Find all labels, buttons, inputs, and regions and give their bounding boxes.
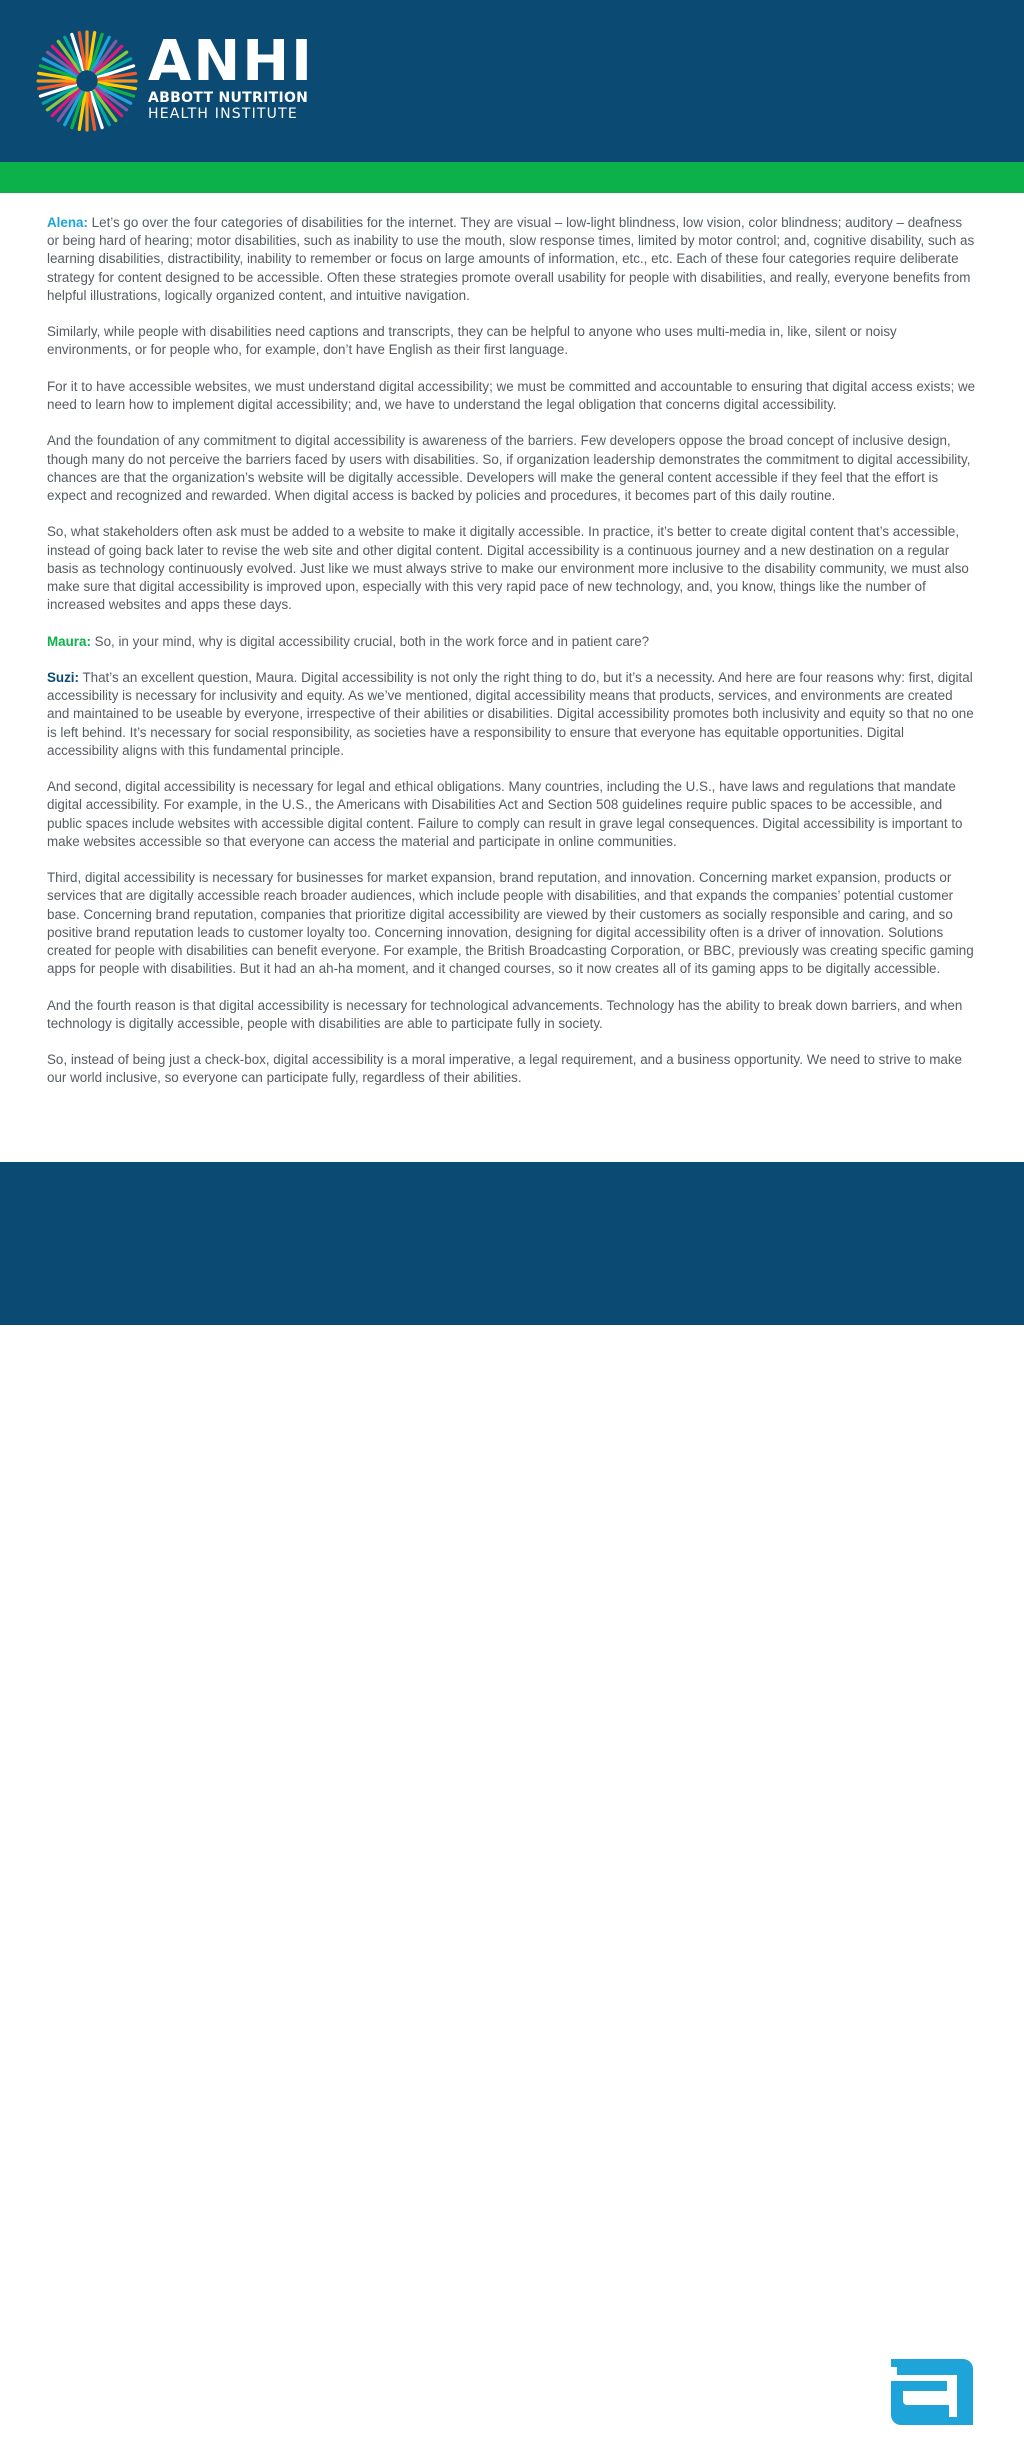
paragraph (47, 323, 977, 359)
paragraph-text: So, what stakeholders often ask must be added to a website to make it digitally accessible. In practice, it’s better to create digital content that’s accessible, instead of going back later to revise the web site and other digital content. Digital accessibility is a continuous journey and a new destination on a regular basis as technology continuously evolved. Just like we must always strive to make our environment more inclusive to the disability community, we must also make sure that digital accessibility is improved upon, especially with this very rapid pace of new technology, and, you know, things like the number of increased websites and apps these days. (47, 524, 969, 613)
logo-title: ANHI (148, 29, 314, 94)
paragraph (47, 778, 977, 851)
speaker-label: Suzi: (47, 669, 79, 685)
paragraph (47, 378, 977, 414)
logo-line-2: HEALTH INSTITUTE (148, 106, 298, 122)
paragraph-text: So, in your mind, why is digital accessibility crucial, both in the work force and in patient care? (94, 633, 650, 649)
transcript-body (47, 214, 977, 1106)
speaker-label: Maura: (47, 633, 91, 649)
abbott-wordmark: Abbott (892, 2430, 972, 2455)
paragraph (47, 869, 977, 978)
footer-banner (0, 1162, 1024, 2455)
paragraph-text: For it to have accessible websites, we must understand digital accessibility; we must be committed and accountable to ensuring that digital access exists; we need to learn how to implement digital accessibility; and, we have to understand the legal obligation that concerns digital accessibility. (47, 378, 976, 412)
paragraph (47, 214, 977, 305)
paragraph-text: So, instead of being just a check-box, digital accessibility is a moral imperative, a legal requirement, and a business opportunity. We need to strive to make our world inclusive, so everyone can participate fully, regardless of their abilities. (47, 1052, 963, 1086)
paragraph (47, 669, 977, 760)
paragraph-text: Similarly, while people with disabilities need captions and transcripts, they can be helpful to anyone who uses multi-media in, like, silent or noisy environments, or for people who, for example, don’t have English as their first language. (47, 324, 897, 358)
paragraph (47, 432, 977, 505)
paragraph-text: And second, digital accessibility is necessary for legal and ethical obligations. Many countries, including the U.S., have laws and regulations that mandate digital accessibility. For example, in the U.S., the Americans with Disabilities Act and Section 508 guidelines require public spaces to be accessible, and public spaces include websites with accessible digital content. Failure to comply can result in grave legal consequences. Digital accessibility is important to make websites accessible so that everyone can access the material and participate in online communities. (47, 779, 963, 849)
paragraph (47, 523, 977, 614)
anhi-logo-text (148, 29, 314, 122)
header-banner (0, 0, 1024, 162)
paragraph-text: Let’s go over the four categories of disabilities for the internet. They are visual – low-light blindness, low vision, color blindness; auditory – deafness or being hard of hearing; motor disabilities, such as inability to use the mouth, slow response times, limited by motor control; and, cognitive disability, such as learning disabilities, distractibility, inability to remember or focus on large amounts of information, etc., etc. Each of these four categories require deliberate strategy for content designed to be accessible. Often these strategies promote overall usability for people with disabilities, and really, everyone benefits from helpful illustrations, logically organized content, and intuitive navigation. (47, 215, 975, 303)
paragraph-text: Third, digital accessibility is necessary for businesses for market expansion, brand reputation, and innovation. Concerning market expansion, products or services that are digitally accessible reach broader audiences, which include people with disabilities, and that expands the companies’ potential customer base. Concerning brand reputation, companies that prioritize digital accessibility are viewed by their customers as socially responsible and caring, and so positive brand reputation leads to customer loyalty too. Concerning innovation, designing for digital accessibility often is a driver of innovation. Solutions created for people with disabilities can benefit everyone. For example, the British Broadcasting Corporation, or BBC, previously was creating specific gaming apps for people with disabilities. But it had an ah-ha moment, and it changed courses, so it now creates all of its gaming apps to be digitally accessible. (47, 870, 974, 977)
paragraph (47, 997, 977, 1033)
anhi-starburst-logo-icon (36, 30, 138, 132)
paragraph (47, 633, 977, 651)
speaker-label: Alena: (47, 215, 88, 230)
paragraph-text: And the fourth reason is that digital accessibility is necessary for technological advancements. Technology has the ability to break down barriers, and when technology is digitally accessible, people with disabilities are able to participate fully in society. (47, 997, 963, 1031)
green-accent-bar (0, 162, 1024, 193)
paragraph-text: That’s an excellent question, Maura. Digital accessibility is not only the right thing to do, but it’s a necessity. And here are four reasons why: first, digital accessibility is necessary for inclusivity and equity. As we’ve mentioned, digital accessibility means that products, services, and environments are created and maintained to be useable by everyone, irrespective of their abilities or disabilities. Digital accessibility promotes both inclusivity and equity so that no one is left behind. It’s necessary for social responsibility, as societies have a responsibility to ensure that everyone has equitable opportunities. Digital accessibility aligns with this fundamental principle. (47, 669, 974, 758)
abbott-logo-icon (891, 2359, 973, 2425)
logo-line-1: ABBOTT NUTRITION (148, 90, 309, 106)
paragraph (47, 1051, 977, 1087)
paragraph-text: And the foundation of any commitment to digital accessibility is awareness of the barriers. Few developers oppose the broad concept of inclusive design, though many do not perceive the barriers faced by users with disabilities. So, if organization leadership demonstrates the commitment to digital accessibility, chances are that the organization’s website will be digitally accessible. Developers will make the general content accessible if they feel that the effort is expect and recognized and rewarded. When digital access is backed by policies and procedures, it becomes part of this daily routine. (47, 433, 971, 503)
